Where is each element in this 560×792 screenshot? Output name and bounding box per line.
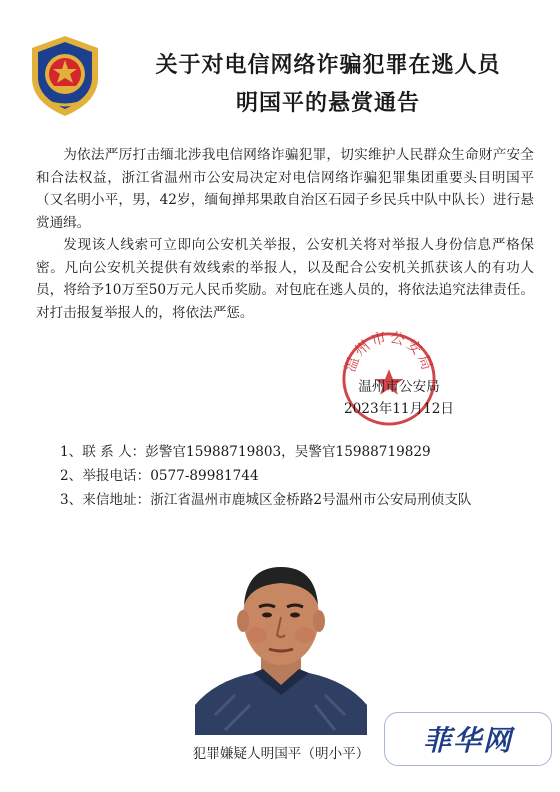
contact-label: 2、举报电话： [60,468,151,484]
paragraph-reward: 发现该人线索可立即向公安机关举报，公安机关将对举报人身份信息严格保密。凡向公安机关提供有效线索的举报人，以及配合公安机关抓获该人的有功人员，将给予10万至50万元人民币奖励。对包庇在逃人员的，将依法追究法律责任。对打击报复举报人的，将依法严惩。 [36,237,534,321]
contact-item-phone [36,464,536,488]
issuer-block [340,376,458,420]
contact-value: 彭警官15988719803，吴警官15988719829 [145,444,431,460]
contact-label: 3、来信地址： [60,492,151,508]
contact-item-person [36,440,536,464]
title-line-1: 关于对电信网络诈骗犯罪在逃人员 [155,52,501,78]
police-emblem-icon [26,34,104,118]
contact-value: 浙江省温州市鹿城区金桥路2号温州市公安局刑侦支队 [150,492,472,508]
issuer-org: 温州市公安局 [358,379,440,395]
suspect-photo [195,555,367,735]
photo-caption: 犯罪嫌疑人明国平（明小平） [192,746,370,762]
notice-title [118,46,538,122]
svg-text:温州市公安局: 温州市公安局 [341,330,437,375]
contact-item-address [36,488,536,512]
contact-label: 1、联 系 人： [60,444,146,460]
title-line-2: 明国平的悬赏通告 [235,90,420,116]
site-watermark-logo: 菲华网 [384,712,552,766]
contact-list [36,440,536,512]
contact-value: 0577-89981744 [150,468,259,484]
issue-date: 2023年11月12日 [344,401,454,417]
paragraph-intro: 为依法严厉打击缅北涉我电信网络诈骗犯罪，切实维护人民群众生命财产安全和合法权益，浙江省温州市公安局决定对电信网络诈骗犯罪集团重要头目明国平（又名明小平，男，42岁，缅甸掸邦果敢自治区石园子乡民兵中队中队长）进行悬赏通缉。 [36,147,534,231]
